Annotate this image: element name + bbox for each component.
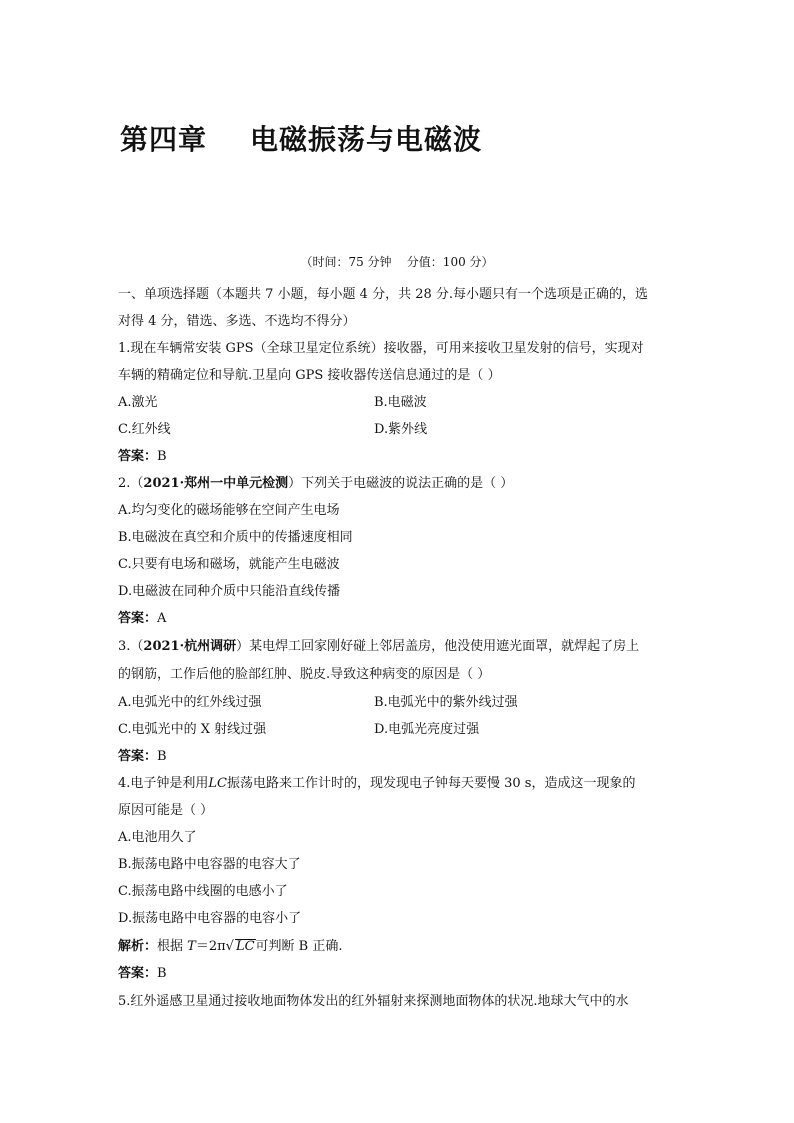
question-number: 3.（ bbox=[118, 639, 144, 654]
formula-equals: ＝2π bbox=[195, 939, 226, 954]
answer-label: 答案： bbox=[118, 449, 158, 464]
question-3-option-a: A.电弧光中的红外线过强 bbox=[118, 695, 262, 710]
answer-value: B bbox=[157, 449, 167, 464]
question-2-option-d: D.电磁波在同种介质中只能沿直线传播 bbox=[118, 584, 341, 599]
answer-value: B bbox=[157, 966, 167, 981]
analysis-label: 解析： bbox=[118, 939, 158, 954]
question-text: ）某电焊工回家刚好碰上邻居盖房，他没使用遮光面罩，就焊起了房上 bbox=[236, 639, 640, 654]
question-text: ）下列关于电磁波的说法正确的是（ ） bbox=[288, 476, 514, 491]
question-2-option-c: C.只要有电场和磁场，就能产生电磁波 bbox=[118, 557, 340, 572]
formula-period: T bbox=[187, 939, 196, 954]
question-1-option-b: B.电磁波 bbox=[374, 395, 427, 410]
question-4-analysis bbox=[118, 935, 343, 954]
analysis-text: 根据 bbox=[157, 939, 188, 954]
question-number: 2.（ bbox=[118, 476, 144, 491]
section-heading-line1: 一、单项选择题（本题共 7 小题，每小题 4 分，共 28 分.每小题只有一个选项是正确的，选 bbox=[118, 287, 649, 302]
question-source: 2021·郑州一中单元检测 bbox=[143, 476, 289, 491]
formula-root: LC bbox=[235, 939, 255, 954]
question-3-option-b: B.电弧光中的紫外线过强 bbox=[374, 695, 518, 710]
answer-value: A bbox=[157, 611, 167, 626]
question-3-stem-line1 bbox=[118, 635, 639, 654]
question-2-option-a: A.均匀变化的磁场能够在空间产生电场 bbox=[118, 503, 340, 518]
question-4-stem-line2: 原因可能是（ ） bbox=[118, 803, 214, 818]
question-2-stem bbox=[118, 472, 513, 491]
question-1-stem-line2: 车辆的精确定位和导航.卫星向 GPS 接收器传送信息通过的是（ ） bbox=[118, 368, 501, 383]
question-4-answer bbox=[118, 962, 167, 981]
question-4-option-b: B.振荡电路中电容器的电容大了 bbox=[118, 857, 301, 872]
question-5-stem-line1: 5.红外遥感卫星通过接收地面物体发出的红外辐射来探测地面物体的状况.地球大气中的水 bbox=[118, 994, 629, 1009]
question-1-option-d: D.紫外线 bbox=[374, 422, 428, 437]
answer-label: 答案： bbox=[118, 749, 158, 764]
question-source: 2021·杭州调研 bbox=[143, 639, 237, 654]
answer-label: 答案： bbox=[118, 611, 158, 626]
question-3-answer bbox=[118, 745, 167, 764]
question-2-answer bbox=[118, 607, 166, 626]
question-1-option-a: A.激光 bbox=[118, 395, 158, 410]
question-1-option-c: C.红外线 bbox=[118, 422, 171, 437]
chapter-title: 第四章 电磁振荡与电磁波 bbox=[120, 123, 482, 156]
question-3-option-c: C.电弧光中的 X 射线过强 bbox=[118, 722, 267, 737]
section-heading-line2: 对得 4 分，错选、多选、不选均不得分） bbox=[118, 314, 356, 329]
analysis-text: 可判断 B 正确. bbox=[255, 939, 343, 954]
answer-label: 答案： bbox=[118, 966, 158, 981]
question-text: 振荡电路来工作计时的，现发现电子钟每天要慢 30 s，造成这一现象的 bbox=[227, 776, 636, 791]
question-4-stem-line1 bbox=[118, 772, 635, 791]
question-4-option-d: D.振荡电路中电容器的电容小了 bbox=[118, 911, 302, 926]
sqrt-sign: √ bbox=[225, 939, 234, 954]
question-text: 4.电子钟是利用 bbox=[118, 776, 209, 791]
question-1-answer bbox=[118, 445, 167, 464]
answer-value: B bbox=[157, 749, 167, 764]
exam-meta: （时间：75 分钟 分值：100 分） bbox=[300, 255, 494, 269]
question-4-option-c: C.振荡电路中线圈的电感小了 bbox=[118, 884, 288, 899]
question-2-option-b: B.电磁波在真空和介质中的传播速度相同 bbox=[118, 530, 353, 545]
question-3-option-d: D.电弧光亮度过强 bbox=[374, 722, 480, 737]
lc-symbol: LC bbox=[208, 776, 227, 791]
question-1-stem-line1: 1.现在车辆常安装 GPS（全球卫星定位系统）接收器，可用来接收卫星发射的信号，实现对 bbox=[118, 341, 644, 356]
question-4-option-a: A.电池用久了 bbox=[118, 830, 197, 845]
question-3-stem-line2: 的钢筋，工作后他的脸部红肿、脱皮.导致这种病变的原因是（ ） bbox=[118, 667, 491, 682]
